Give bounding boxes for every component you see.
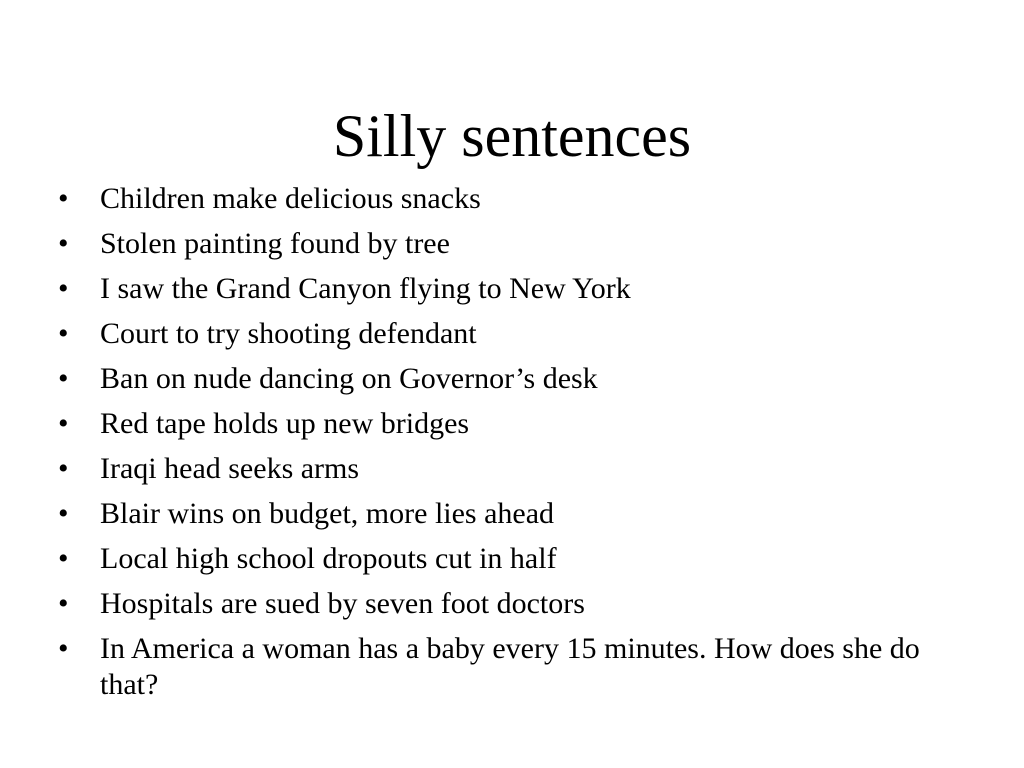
- bullet-text: Hospitals are sued by seven foot doctors: [100, 587, 585, 620]
- list-item: [58, 181, 958, 217]
- bullet-icon: •: [58, 542, 69, 575]
- bullet-list: [58, 181, 958, 712]
- slide-title: Silly sentences: [332, 103, 692, 169]
- bullet-icon: •: [58, 632, 69, 665]
- bullet-icon: •: [58, 182, 69, 215]
- list-item: [58, 361, 958, 397]
- list-item: [58, 226, 958, 262]
- list-item: [58, 631, 958, 703]
- list-item: [58, 406, 958, 442]
- bullet-text: I saw the Grand Canyon flying to New York: [100, 272, 631, 305]
- bullet-icon: •: [58, 407, 69, 440]
- list-item: [58, 316, 958, 352]
- list-item: [58, 271, 958, 307]
- bullet-text: Ban on nude dancing on Governor’s desk: [100, 362, 598, 395]
- bullet-text: Blair wins on budget, more lies ahead: [100, 497, 555, 530]
- bullet-icon: •: [58, 272, 69, 305]
- bullet-text: Iraqi head seeks arms: [100, 452, 360, 485]
- bullet-icon: •: [58, 362, 69, 395]
- list-item: [58, 541, 958, 577]
- bullet-text: Red tape holds up new bridges: [100, 407, 470, 440]
- bullet-icon: •: [58, 587, 69, 620]
- bullet-icon: •: [58, 452, 69, 485]
- bullet-text: In America a woman has a baby every 15 minutes. How does she do that?: [100, 632, 920, 701]
- bullet-text: Stolen painting found by tree: [100, 227, 450, 260]
- list-item: [58, 586, 958, 622]
- bullet-text: Local high school dropouts cut in half: [100, 542, 557, 575]
- bullet-text: Children make delicious snacks: [100, 182, 481, 215]
- bullet-icon: •: [58, 317, 69, 350]
- list-item: [58, 496, 958, 532]
- bullet-icon: •: [58, 497, 69, 530]
- bullet-text: Court to try shooting defendant: [100, 317, 477, 350]
- list-item: [58, 451, 958, 487]
- bullet-icon: •: [58, 227, 69, 260]
